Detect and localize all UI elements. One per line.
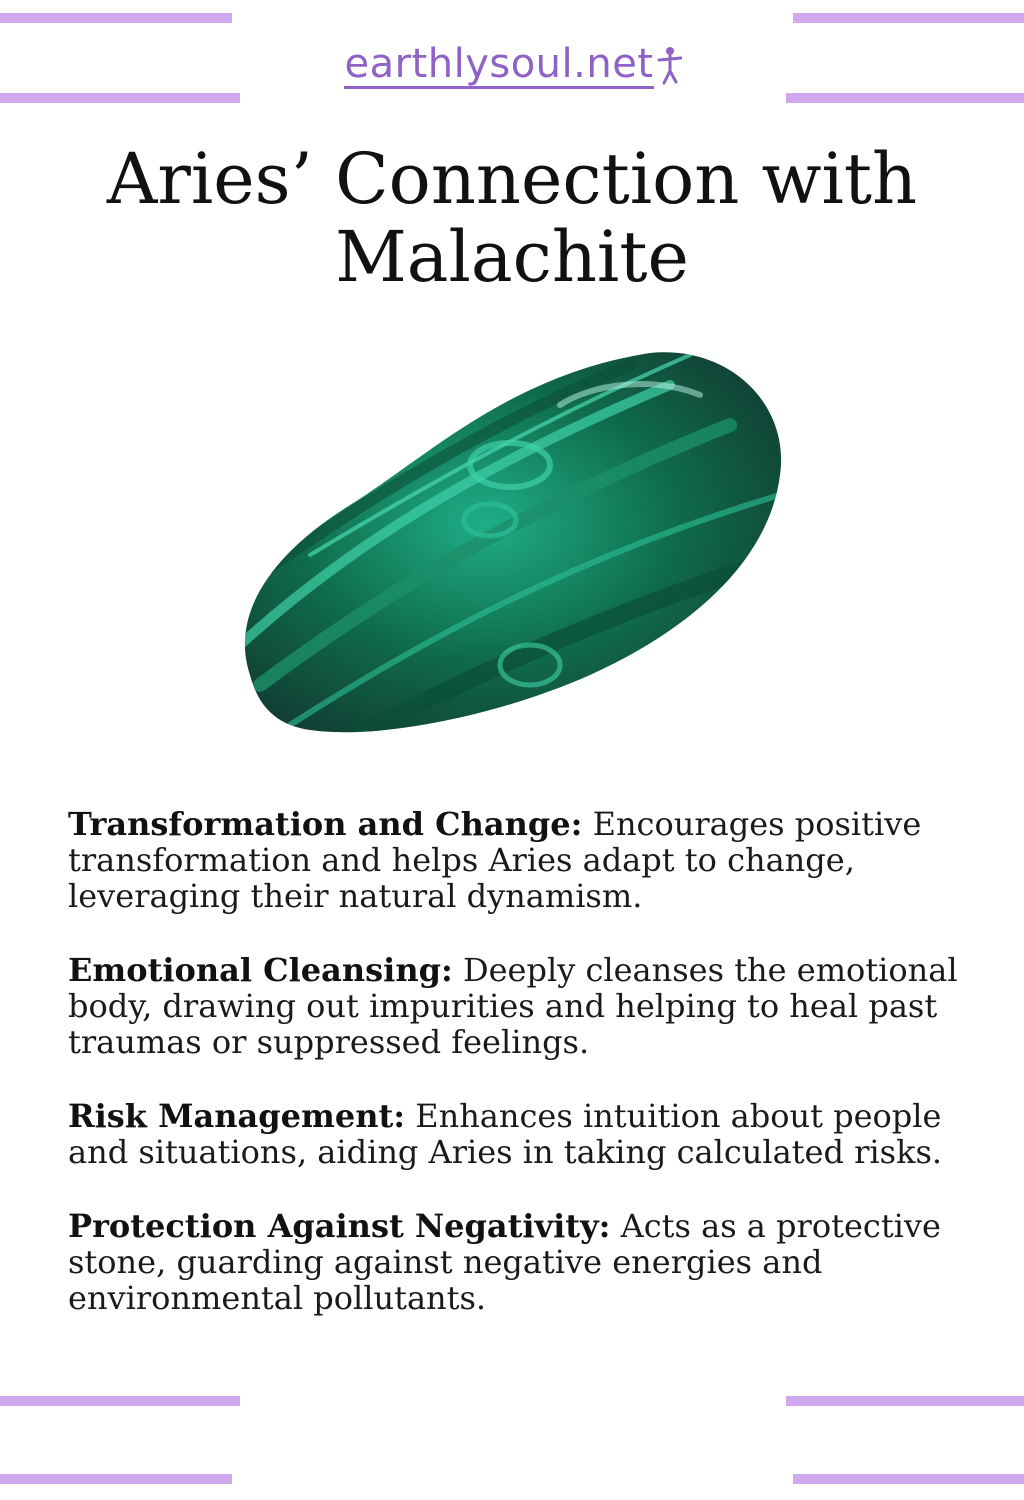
title-line-2: Malachite xyxy=(335,216,689,298)
list-item-risk-management xyxy=(68,1098,968,1170)
item-text: Deeply cleanses the emotional body, drawing out impurities and helping to heal past traumas or suppressed feelings. xyxy=(68,951,958,1061)
list-item-emotional-cleansing xyxy=(68,952,968,1060)
decorative-bar-bottom-right-upper xyxy=(786,1396,1024,1406)
decorative-bar-top-left-upper xyxy=(0,13,232,23)
decorative-bar-top-left-lower xyxy=(0,93,240,103)
decorative-bar-top-right-upper xyxy=(793,13,1024,23)
item-label: Emotional Cleansing: xyxy=(68,951,453,989)
item-label: Transformation and Change: xyxy=(68,805,583,843)
title-line-1: Aries’ Connection with xyxy=(106,138,918,220)
item-text: Acts as a protective stone, guarding against negative energies and environmental pollutants. xyxy=(68,1207,941,1317)
item-text: Encourages positive transformation and helps Aries adapt to change, leveraging their natural dynamism. xyxy=(68,805,922,915)
decorative-bar-bottom-right-lower xyxy=(793,1474,1024,1484)
list-item-protection xyxy=(68,1208,968,1316)
item-text: Enhances intuition about people and situations, aiding Aries in taking calculated risks. xyxy=(68,1097,943,1171)
decorative-bar-bottom-left-upper xyxy=(0,1396,240,1406)
list-item-transformation xyxy=(68,806,968,914)
page-title xyxy=(40,140,984,296)
decorative-bar-top-right-lower xyxy=(786,93,1024,103)
item-label: Risk Management: xyxy=(68,1097,406,1135)
logo-text: earthlysoul.net xyxy=(344,40,654,87)
malachite-stone-image xyxy=(230,345,790,745)
site-logo[interactable] xyxy=(338,40,688,90)
decorative-bar-bottom-left-lower xyxy=(0,1474,232,1484)
item-label: Protection Against Negativity: xyxy=(68,1207,611,1245)
yoga-figure-icon xyxy=(656,45,682,85)
benefits-list xyxy=(68,806,968,1354)
